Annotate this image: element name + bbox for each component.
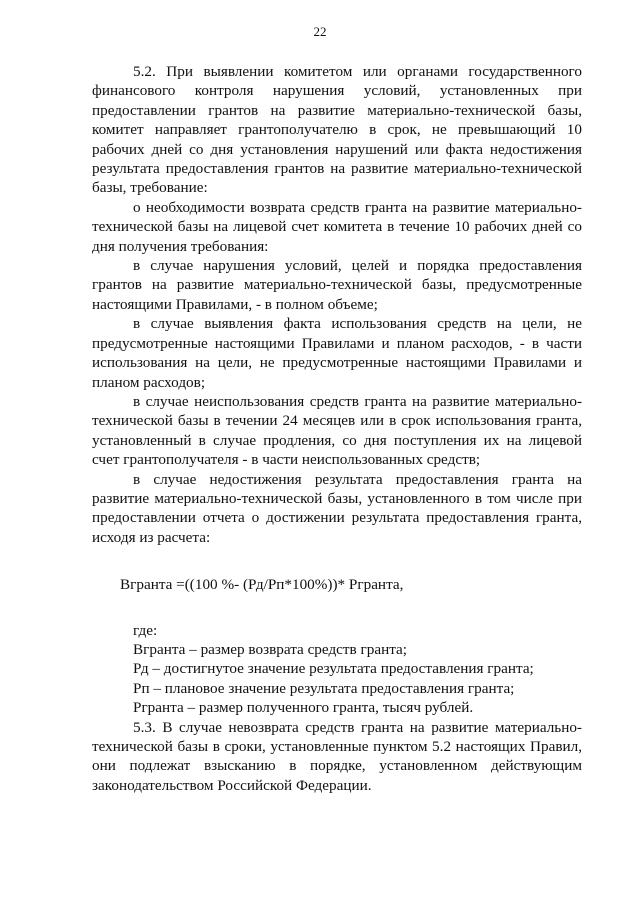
paragraph-case-violation: в случае нарушения условий, целей и порядка предоставления грантов на развитие материально-технической базы, предусмотренные настоящими Правилами, - в полном объеме; bbox=[92, 257, 582, 313]
definition-item: Рд – достигнутое значение результата предоставления гранта; bbox=[133, 660, 534, 678]
definition-item: Ргранта – размер полученного гранта, тысяч рублей. bbox=[133, 699, 474, 717]
paragraph-return-requirement: о необходимости возврата средств гранта на развитие материально-технической базы на лицевой счет комитета в течение 10 рабочих дней со дня получения требования: bbox=[92, 198, 582, 255]
definition-item: Рп – плановое значение результата предоставления гранта; bbox=[133, 679, 515, 697]
definition-item: Вгранта – размер возврата средств гранта; bbox=[133, 640, 407, 658]
document-body bbox=[92, 62, 582, 795]
formula: Вгранта =((100 %- (Рд/Рп*100%))* Ргранта, bbox=[120, 576, 404, 594]
paragraph-5-3: 5.3. В случае невозврата средств гранта на развитие материально-технической базы в сроки, установленные пунктом 5.2 настоящих Правил, они подлежат взысканию в порядке, установленном действующим законодательством Российской Федерации. bbox=[92, 718, 582, 794]
page-number: 22 bbox=[313, 24, 327, 39]
paragraph-case-misuse: в случае выявления факта использования средств на цели, не предусмотренные настоящими Правилами и планом расходов, - в части использования на цели, не предусмотренные настоящими Правилами и планом расходов; bbox=[92, 315, 582, 391]
paragraph-5-2: 5.2. При выявлении комитетом или органами государственного финансового контроля нарушения условий, установленных при предоставлении грантов на развитие материально-технической базы, комитет направляет грантополучателю в срок, не превышающий 10 рабочих дней со дня установления нарушений или факта недостижения результата предоставления грантов на развитие материально-технической базы, требование: bbox=[92, 63, 582, 197]
formula-where-label: где: bbox=[133, 621, 158, 639]
paragraph-case-unused: в случае неиспользования средств гранта на развитие материально-технической базы в течении 24 месяцев или в срок использования гранта, установленный в случае продления, со дня поступления их на лицевой счет грантополучателя - в части неиспользованных средств; bbox=[92, 392, 582, 469]
paragraph-case-result-not-achieved: в случае недостижения результата предоставления гранта на развитие материально-технической базы, установленного в том числе при предоставлении отчета о достижении результата предоставления гранта, исходя из расчета: bbox=[92, 470, 582, 546]
